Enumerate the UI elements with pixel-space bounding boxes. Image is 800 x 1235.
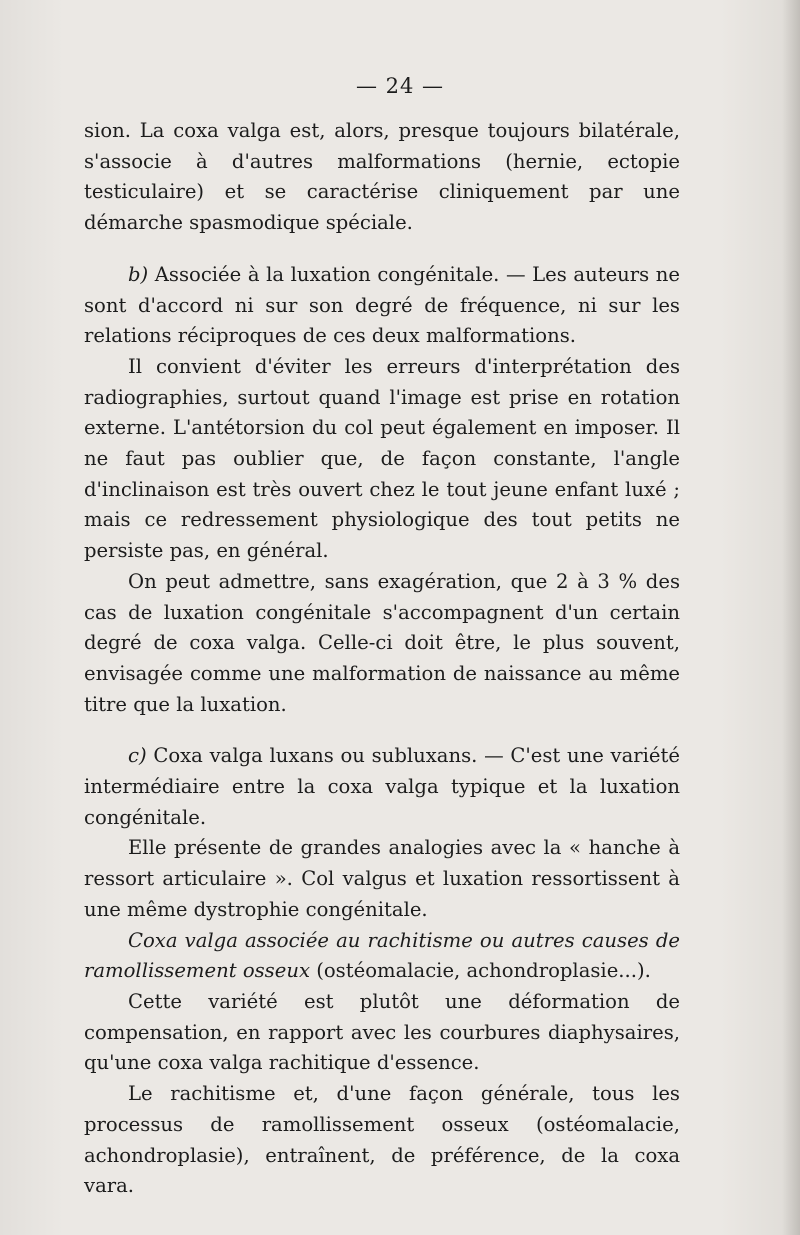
paragraph-3: Il convient d'éviter les erreurs d'interprétation des radiographies, surtout quand l'image est prise en rotation externe. L'antétorsion du col peut également en imposer. Il ne faut pas oublier que, de façon constante, l'angle d'inclinaison est très ouvert chez le tout jeune enfant luxé ; mais ce redressement physiologique des tout petits ne persiste pas, en général.	[84, 354, 680, 563]
paragraph-9: Le rachitisme et, d'une façon générale, tous les processus de ramollissement osseux (ostéomalacie, achondroplasie), entraînent, de préférence, de la coxa vara.	[84, 1082, 680, 1198]
paragraph-5	[84, 741, 680, 833]
section-marker-c: c)	[128, 744, 147, 768]
paragraph-2-text: Associée à la luxation congénitale. — Les auteurs ne sont d'accord ni sur son degré de fréquence, ni sur les relations réciproques de ces deux malformations.	[84, 262, 680, 348]
paragraph-7-text: (ostéomalacie, achondroplasie...).	[310, 959, 651, 983]
page-number: — 24 —	[355, 74, 445, 98]
italic-section-title: Coxa valga associée au rachitisme ou autres causes de ramollissement osseux	[84, 928, 680, 983]
paragraph-7	[84, 926, 680, 987]
page-edge-shadow	[782, 0, 800, 1235]
paragraph-4: On peut admettre, sans exagération, que 2 à 3 % des cas de luxation congénitale s'accompagnent d'un certain degré de coxa valga. Celle-ci doit être, le plus souvent, envisagée comme une malformation de naissance au même titre que la luxation.	[84, 569, 680, 716]
paragraph-2	[84, 260, 680, 352]
paragraph-5-text: Coxa valga luxans ou subluxans. — C'est une variété intermédiaire entre la coxa valga typique et la luxation congénitale.	[84, 744, 680, 829]
paragraph-6: Elle présente de grandes analogies avec la « hanche à ressort articulaire ». Col valgus et luxation ressortissent à une même dystrophie congénitale.	[84, 836, 680, 921]
section-marker-b: b)	[128, 262, 149, 286]
paragraph-1: sion. La coxa valga est, alors, presque toujours bilatérale, s'associe à d'autres malformations (hernie, ectopie testiculaire) et se caractérise cliniquement par une démarche spasmodique spéciale.	[84, 119, 680, 235]
paragraph-8: Cette variété est plutôt une déformation de compensation, en rapport avec les courbures diaphysaires, qu'une coxa valga rachitique d'essence.	[84, 989, 680, 1075]
body-text	[84, 116, 680, 1202]
